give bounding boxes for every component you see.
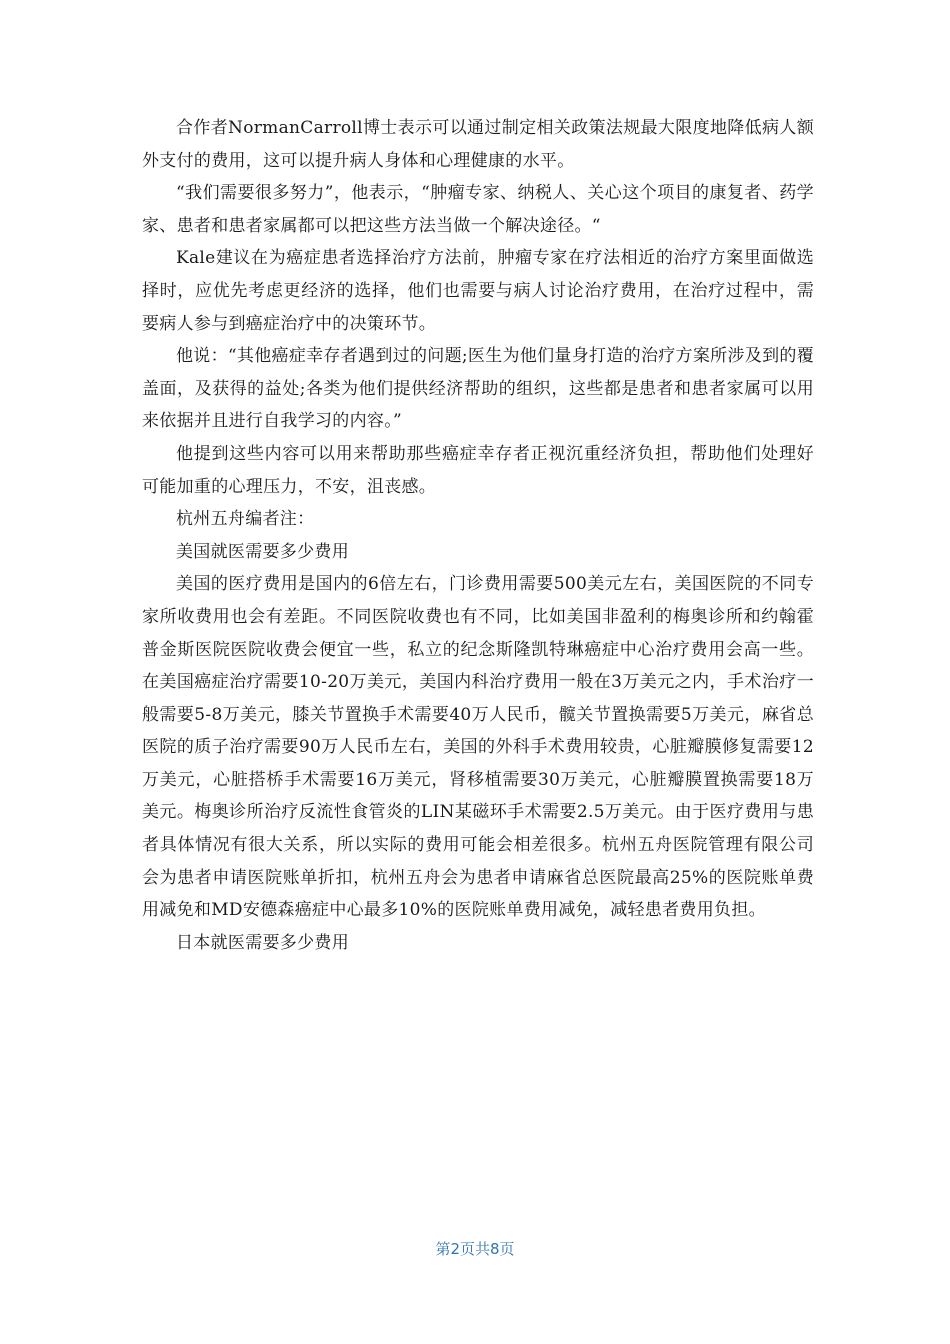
paragraph-kale-advice: Kale建议在为癌症患者选择治疗方法前，肿瘤专家在疗法相近的治疗方案里面做选择时，应优先考虑更经济的选择，他们也需要与病人讨论治疗费用，在治疗过程中，需要病人参与到癌症治疗中的决策环节。 — [142, 248, 814, 334]
paragraph-survivor-issues: 他说：“其他癌症幸存者遇到过的问题;医生为他们量身打造的治疗方案所涉及到的覆盖面，及获得的益处;各类为他们提供经济帮助的组织，这些都是患者和患者家属可以用来依据并且进行自我学习的内容。” — [142, 346, 814, 432]
page-number-footer: 第2页共8页 — [435, 1240, 515, 1258]
document-body — [142, 112, 814, 959]
heading-us-cost: 美国就医需要多少费用 — [176, 541, 349, 562]
paragraph-quote-efforts: “我们需要很多努力”，他表示，“肿瘤专家、纳税人、关心这个项目的康复者、药学家、患者和患者家属都可以把这些方法当做一个解决途径。“ — [142, 183, 814, 236]
paragraph-psychological-pressure: 他提到这些内容可以用来帮助那些癌症幸存者正视沉重经济负担，帮助他们处理好可能加重的心理压力，不安，沮丧感。 — [142, 443, 814, 497]
heading-japan-cost: 日本就医需要多少费用 — [176, 932, 349, 953]
paragraph-us-medical-costs: 美国的医疗费用是国内的6倍左右，门诊费用需要500美元左右，美国医院的不同专家所收费用也会有差距。不同医院收费也有不同，比如美国非盈利的梅奥诊所和约翰霍普金斯医院医院收费会便宜一些，私立的纪念斯隆凯特琳癌症中心治疗费用会高一些。在美国癌症治疗需要10-20万美元，美国内科治疗费用一般在3万美元之内，手术治疗一般需要5-8万美元，膝关节置换手术需要40万人民币，髋关节置换需要5万美元，麻省总医院的质子治疗需要90万人民币左右，美国的外科手术费用较贵，心脏瓣膜修复需要12万美元，心脏搭桥手术需要16万美元，肾移植需要30万美元，心脏瓣膜置换需要18万美元。梅奥诊所治疗反流性食管炎的LIN某磁环手术需要2.5万美元。由于医疗费用与患者具体情况有很大关系，所以实际的费用可能会相差很多。杭州五舟医院管理有限公司会为患者申请医院账单折扣，杭州五舟会为患者申请麻省总医院最高25%的医院账单费用减免和MD安德森癌症中心最多10%的医院账单费用减免，减轻患者费用负担。 — [142, 574, 814, 921]
paragraph-norman-carroll: 合作者NormanCarroll博士表示可以通过制定相关政策法规最大限度地降低病人额外支付的费用，这可以提升病人身体和心理健康的水平。 — [142, 118, 814, 171]
paragraph-editor-note: 杭州五舟编者注： — [176, 509, 315, 530]
